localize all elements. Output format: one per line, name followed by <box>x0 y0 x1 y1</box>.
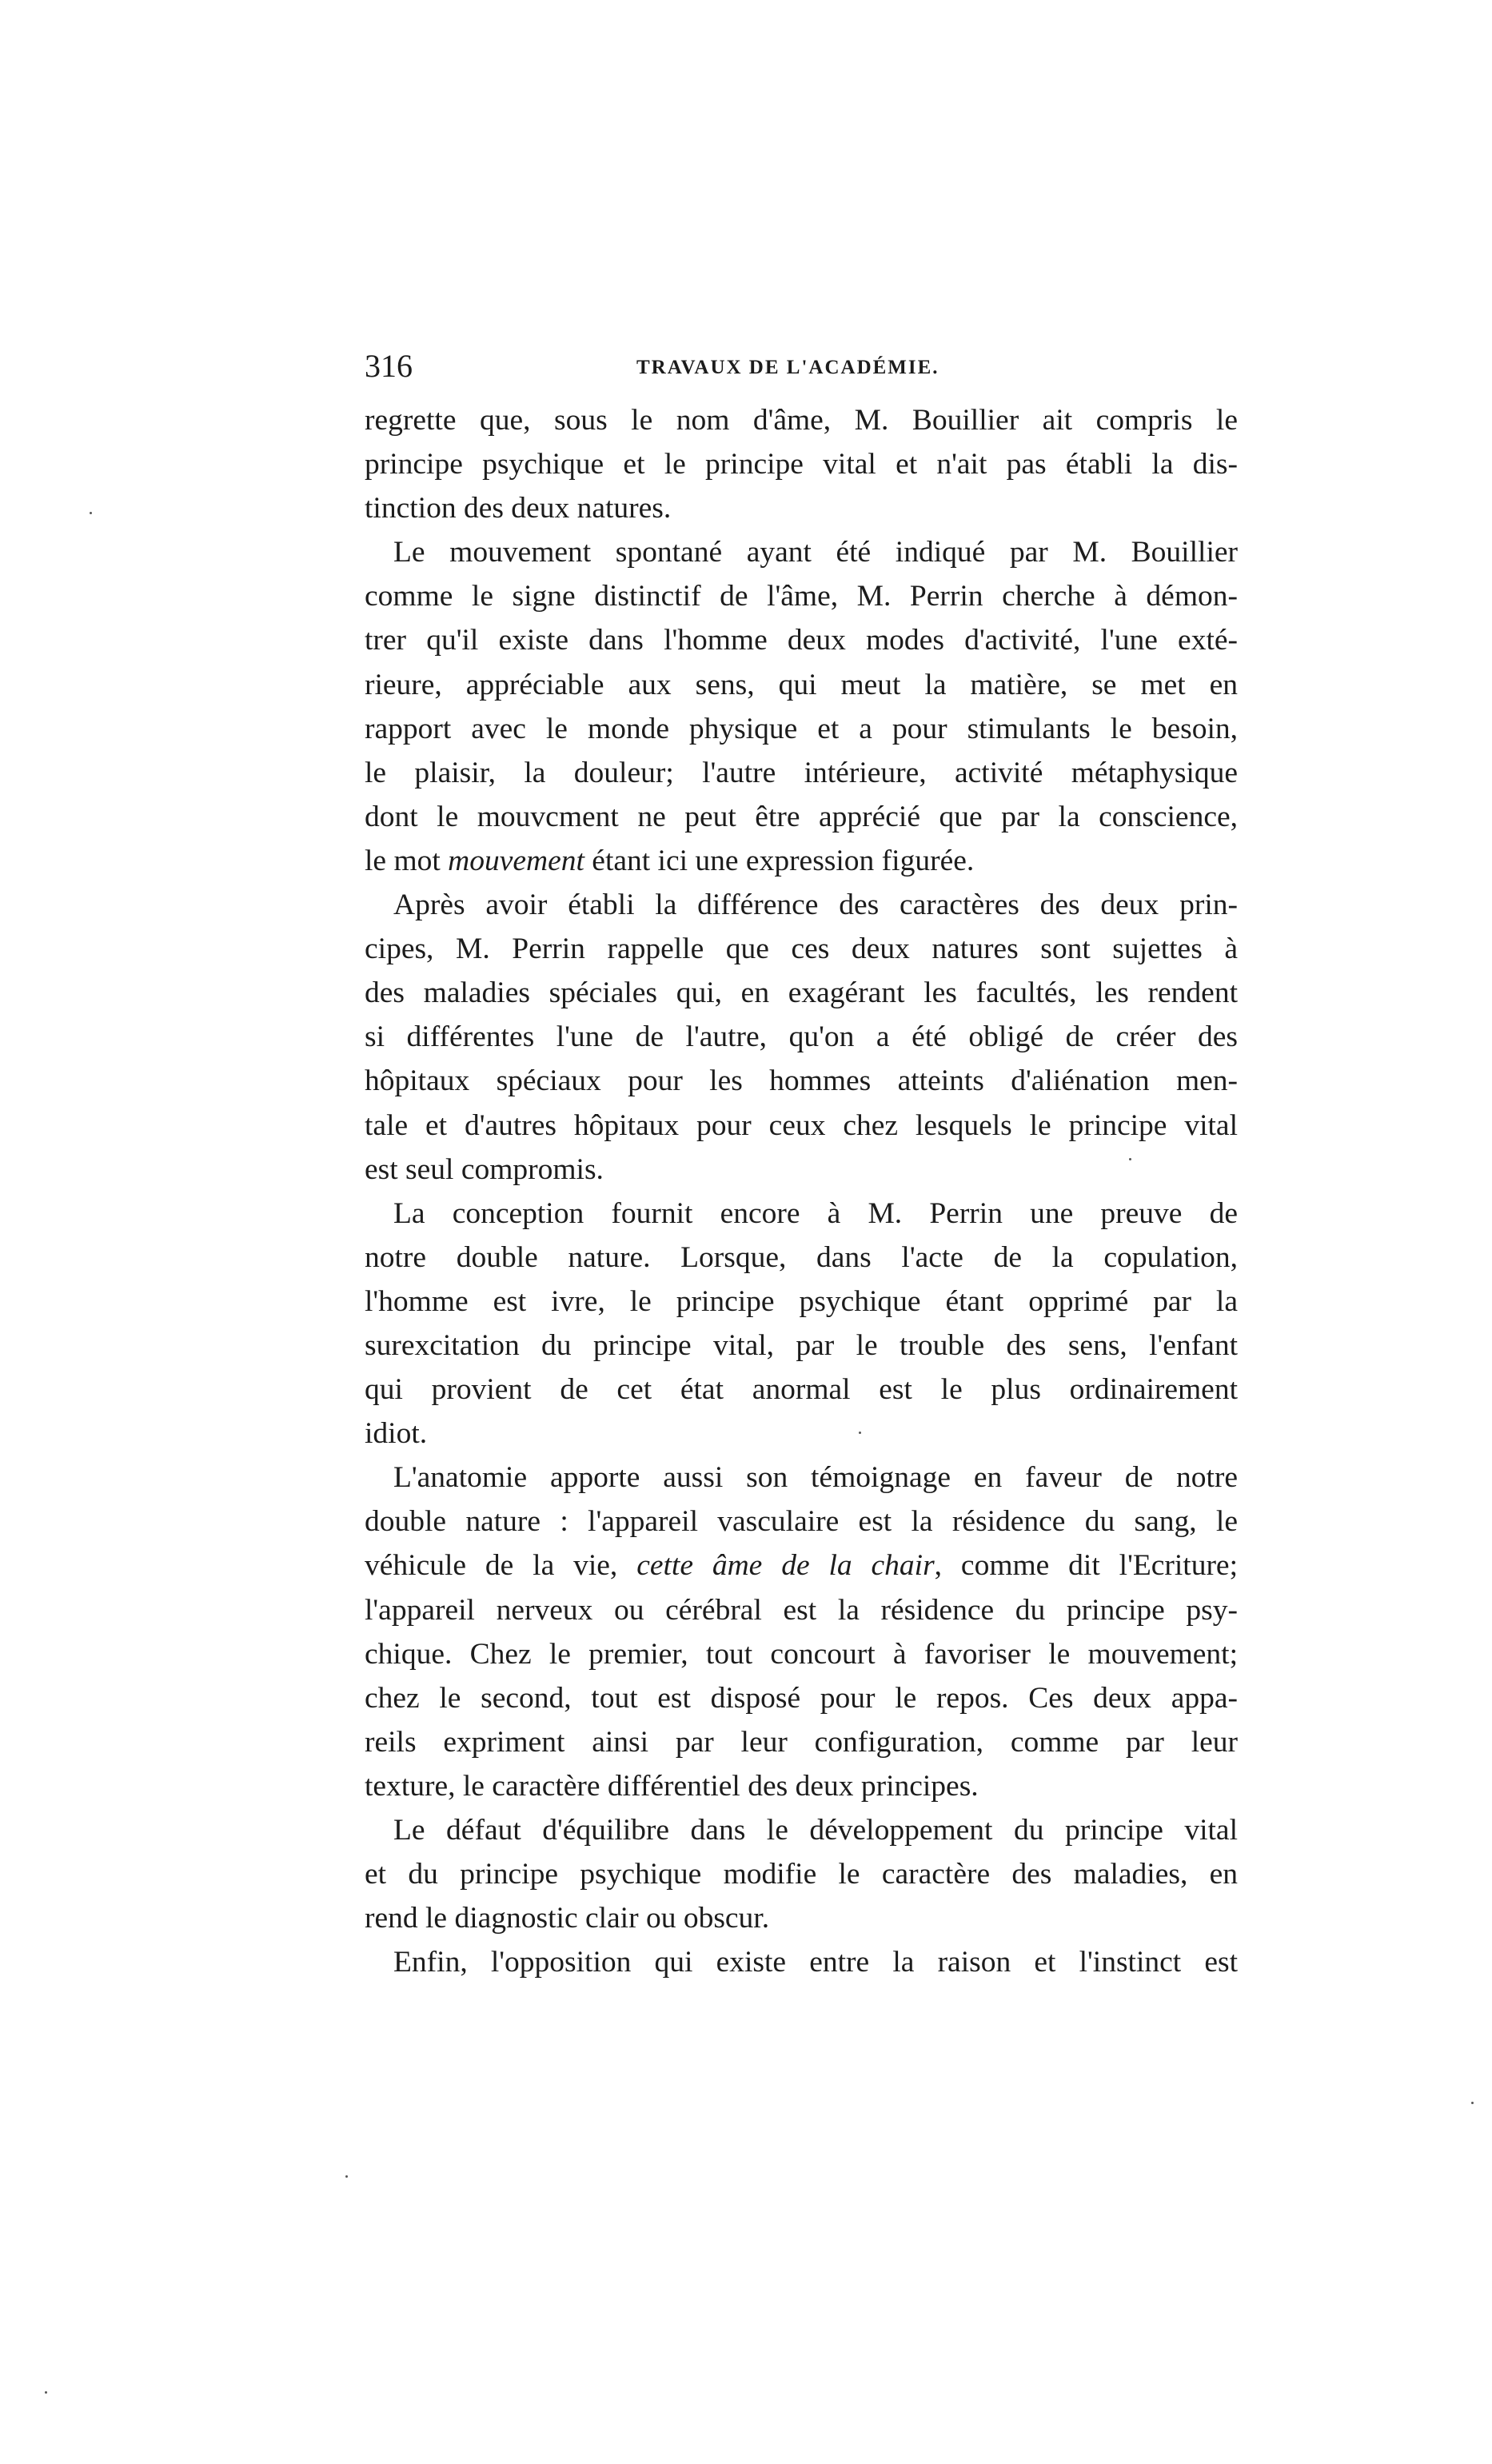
text-line: Après avoir établi la différence des caractères des deux prin- <box>393 889 1238 922</box>
paragraph <box>365 398 1238 530</box>
text-line: est seul compromis. <box>365 1152 604 1186</box>
text-line: si différentes l'une de l'autre, qu'on a été obligé de créer des <box>365 1020 1238 1054</box>
text-line: principe psychique et le principe vital et n'ait pas établi la dis- <box>365 448 1238 481</box>
text-line: et du principe psychique modifie le caractère des maladies, en <box>365 1858 1238 1891</box>
text-line: surexcitation du principe vital, par le trouble des sens, l'enfant <box>365 1328 1238 1362</box>
page-number: 316 <box>365 348 413 384</box>
text-line: l'appareil nerveux ou cérébral est la résidence du principe psy- <box>365 1593 1238 1627</box>
text-line: Enfin, l'opposition qui existe entre la raison et l'instinct est <box>393 1946 1238 1979</box>
text-line: regrette que, sous le nom d'âme, M. Bouillier ait compris le <box>365 404 1238 437</box>
text-line: tale et d'autres hôpitaux pour ceux chez lesquels le principe vital <box>365 1108 1238 1142</box>
text-line: L'anatomie apporte aussi son témoignage en faveur de notre <box>393 1461 1238 1495</box>
text-line: le mot mouvement étant ici une expression figurée. <box>365 844 975 877</box>
text-line: La conception fournit encore à M. Perrin une preuve de <box>393 1196 1238 1230</box>
text-line: notre double nature. Lorsque, dans l'acte de la copulation, <box>365 1240 1238 1274</box>
paper-speck <box>45 2391 47 2394</box>
text-line: dont le mouvcment ne peut être apprécié que par la conscience, <box>365 800 1238 833</box>
text-line: reils expriment ainsi par leur configuration, comme par leur <box>365 1725 1238 1759</box>
text-line: cipes, M. Perrin rappelle que ces deux natures sont sujettes à <box>365 932 1238 966</box>
text-line: idiot. <box>365 1417 428 1451</box>
text-line: l'homme est ivre, le principe psychique étant opprimé par la <box>365 1284 1238 1318</box>
paragraph <box>365 1808 1238 1940</box>
paper-speck <box>859 1432 861 1434</box>
page-header <box>365 345 1238 387</box>
text-line: rend le diagnostic clair ou obscur. <box>365 1902 770 1935</box>
text-line: le plaisir, la douleur; l'autre intérieure, activité métaphysique <box>365 756 1238 789</box>
text-line: qui provient de cet état anormal est le plus ordinairement <box>365 1373 1238 1407</box>
text-line: Le mouvement spontané ayant été indiqué par M. Bouillier <box>393 536 1238 569</box>
paper-speck <box>1471 2102 1474 2104</box>
text-line: rieure, appréciable aux sens, qui meut la matière, se met en <box>365 668 1238 701</box>
text-line: texture, le caractère différentiel des deux principes. <box>365 1769 979 1803</box>
paragraph <box>365 1192 1238 1456</box>
text-line: chique. Chez le premier, tout concourt à favoriser le mouvement; <box>365 1637 1238 1671</box>
text-line: trer qu'il existe dans l'homme deux modes d'activité, l'une exté- <box>365 624 1238 657</box>
text-line: comme le signe distinctif de l'âme, M. Perrin cherche à démon- <box>365 580 1238 613</box>
body-text <box>365 398 1238 1984</box>
paragraph <box>365 530 1238 883</box>
running-head: TRAVAUX DE L'ACADÉMIE. <box>636 357 939 378</box>
paper-speck <box>1129 1158 1131 1160</box>
text-line: tinction des deux natures. <box>365 492 672 525</box>
text-line: Le défaut d'équilibre dans le développement du principe vital <box>393 1814 1238 1847</box>
text-line: rapport avec le monde physique et a pour stimulants le besoin, <box>365 712 1238 745</box>
text-line: chez le second, tout est disposé pour le repos. Ces deux appa- <box>365 1681 1238 1715</box>
text-line: des maladies spéciales qui, en exagérant les facultés, les rendent <box>365 976 1238 1010</box>
paper-speck <box>345 2175 348 2178</box>
paragraph <box>365 1940 1238 1984</box>
text-line: véhicule de la vie, cette âme de la chair, comme dit l'Ecriture; <box>365 1549 1238 1583</box>
paragraph <box>365 1456 1238 1808</box>
text-line: hôpitaux spéciaux pour les hommes atteints d'aliénation men- <box>365 1064 1238 1098</box>
text-line: double nature : l'appareil vasculaire est la résidence du sang, le <box>365 1505 1238 1539</box>
paragraph <box>365 883 1238 1192</box>
paper-speck <box>90 512 92 514</box>
